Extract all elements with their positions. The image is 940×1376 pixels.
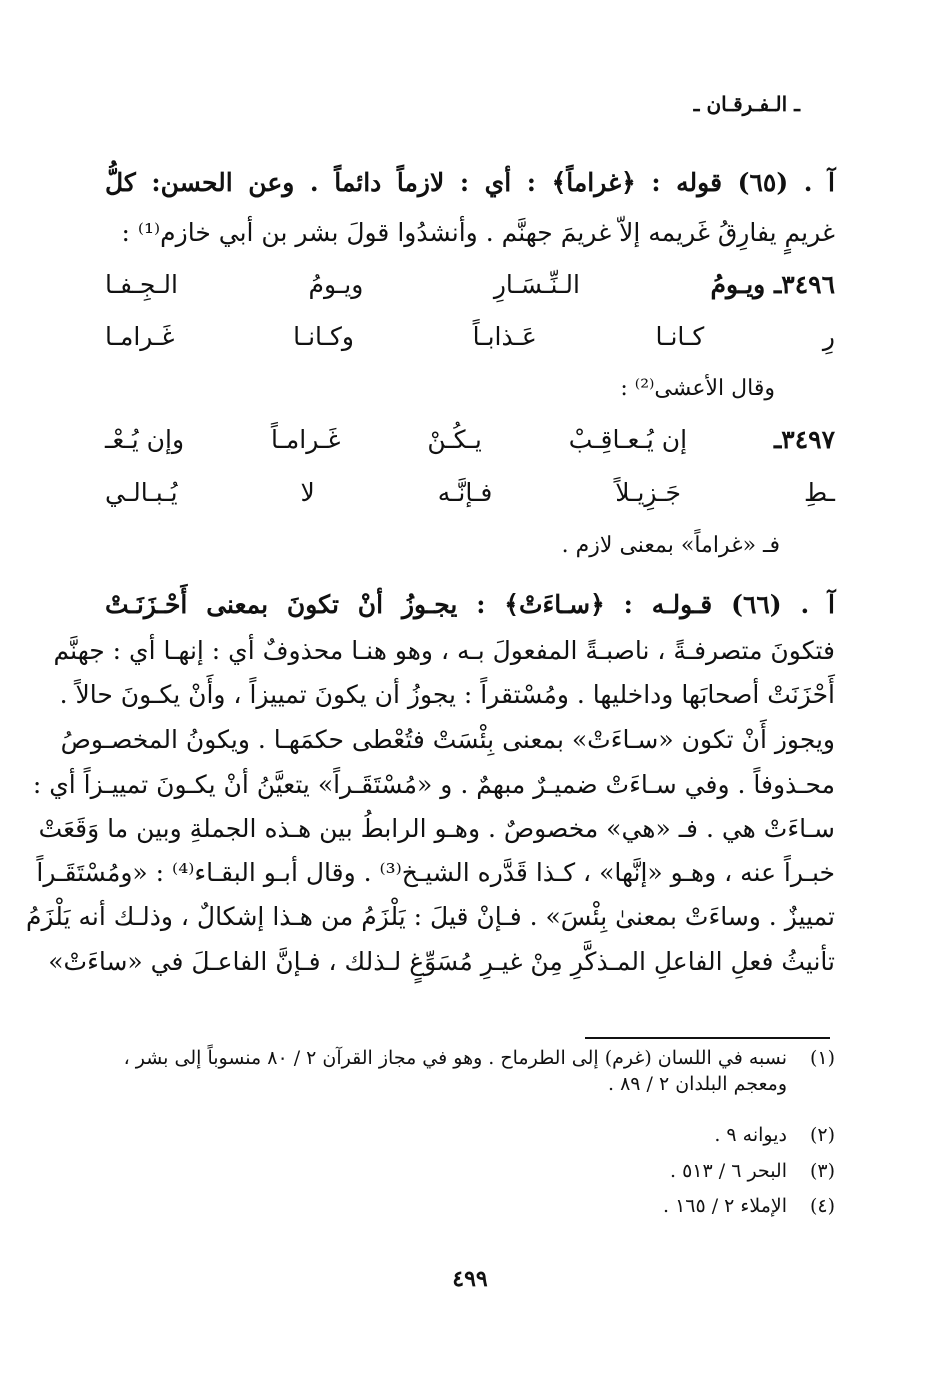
section-66-line: خبـراً عنه ، وهـو «إنَّها» ، كـذا قَدَّره الشيـخ⁽³⁾ . وقال أبـو البقـاء⁽⁴⁾ : «ومُسْتَقَـراً (36, 858, 835, 887)
verse-word: ويـومُ (308, 270, 364, 299)
verse-word: ـطِ (803, 478, 835, 507)
verse-word: جَـزِيـلاً (615, 478, 681, 507)
section-66-line: سـاءَتْ هي . فـ «هي» مخصوصٌ . وهـو الرابطُ بين هـذه الجملةِ وبين ما وَقَعَتْ (38, 814, 835, 843)
page-number: ٤٩٩ (452, 1266, 488, 1292)
verse-word: لا (300, 478, 315, 507)
verse-word: وإن يُـعْـ (105, 425, 185, 454)
footnote-text: ديوانه ٩ . (714, 1124, 787, 1146)
running-header: ـ الـفـرقـان ـ (693, 92, 800, 116)
verse-3497-second-hemistich (105, 478, 835, 508)
footnote-text: نسبه في اللسان (غرم) إلى الطرماح . وهو في مجاز القرآن ٢ / ٨٠ منسوباً إلى بشر ، (123, 1047, 787, 1069)
footnote-number: (٢) (809, 1124, 835, 1146)
section-65-line-1: آ . (٦٥) قوله : ﴿غراماً﴾ : أي : لازماً دائماً . وعن الحسن: كلُّ (105, 168, 835, 197)
section-66-line: محـذوفاً . وفي سـاءَتْ ضميـرٌ مبهمٌ . و «مُسْتَقَـراً» يتعيَّنُ أنْ يكـونَ تمييـزاً أي : (32, 770, 835, 799)
section-65-closing: فـ «غراماً» بمعنى لازم . (561, 533, 780, 558)
verse-word: غَـرامـاً (270, 425, 341, 454)
section-66-line: أَحْزَنَتْ أصحابَها وداخليها . ومُسْتقراً : يجوزُ أن يكونَ تمييزاً ، وأَنْ يكـونَ حالاً . (59, 680, 835, 709)
footnote-4 (105, 1193, 835, 1219)
footnote-number: (١) (809, 1047, 835, 1069)
footnote-number: (٤) (809, 1195, 835, 1217)
verse-word: الـنِّـسَـارِ (493, 270, 580, 299)
verse-3496 (105, 270, 835, 300)
section-65-line-2: غريمٍ يفارِقُ غَريمه إلاّ غريمَ جهنَّم . وأنشدُوا قولَ بشر بن أبي خازم⁽¹⁾ : (121, 218, 835, 247)
verse-word: عَـذابـاً (472, 322, 537, 351)
verse-word: ٣٤٩٦ـ ويـومُ (710, 270, 835, 299)
verse-3497-second (105, 478, 835, 508)
footnote-2 (105, 1122, 835, 1148)
footnote-1 (105, 1045, 835, 1097)
footnote-3 (105, 1158, 835, 1184)
verse-word: ٣٤٩٧ـ (773, 425, 835, 454)
verse-word: وكـانـا (293, 322, 354, 351)
verse-3497 (105, 425, 835, 455)
verse-3497-first-hemistich (105, 425, 835, 455)
section-66-line: فتكونَ متصرفـةً ، ناصبـةً المفعولَ بـه ، وهو هنـا محذوفٌ أي : إنهـا أي : جهنَّم (53, 636, 835, 665)
section-66-line: ويجوز أَنْ تكون «سـاءَتْ» بمعنى بِئْسَتْ فتُعْطى حكمَهـا . ويكونُ المخصـوصُ (60, 725, 835, 754)
verse-word: غَـرامـا (105, 322, 175, 351)
verse-word: الـجِـفـا (105, 270, 178, 299)
verse-3497-intro: وقال الأعشى⁽²⁾ : (620, 376, 775, 401)
section-66-line: تأنيثُ فعلِ الفاعلِ المـذكَّرِ مِنْ غيـرِ مُسَوِّغٍ لـذلك ، فـإنَّ الفاعـلَ في «ساءَتْ» (48, 947, 835, 976)
footnote-text: الإملاء ٢ / ١٦٥ . (662, 1195, 787, 1217)
section-66-line: تمييزٌ . وساءَتْ بمعنىٰ بِئْسَ» . فـإنْ قيلَ : يَلْزَمُ من هـذا إشكالٌ ، وذلـك أنه يَلْزَمُ (26, 902, 835, 931)
verse-word: يـكُـنْ (427, 425, 482, 454)
verse-word: يُـبـالـي (105, 478, 178, 507)
verse-word: كـانـا (655, 322, 705, 351)
footnote-text-continued: ومعجم البلدان ٢ / ٨٩ . (607, 1073, 787, 1095)
verse-3496-first-hemistich (105, 270, 835, 300)
verse-3496-second (105, 322, 835, 352)
footnote-separator (585, 1037, 830, 1039)
section-66-line: آ . (٦٦) قـولـه : ﴿سـاءَتْ﴾ : يجـوزُ أنْ تكونَ بمعنى أَحْـزَنَـتْ (105, 590, 835, 619)
footnote-text: البحر ٦ / ٥١٣ . (669, 1160, 787, 1182)
verse-word: رِ (822, 322, 835, 351)
footnote-number: (٣) (809, 1160, 835, 1182)
verse-word: إن يُـعـاقِـبْ (568, 425, 688, 454)
verse-word: فـإنَّـه (437, 478, 493, 507)
verse-3496-second-hemistich (105, 322, 835, 352)
